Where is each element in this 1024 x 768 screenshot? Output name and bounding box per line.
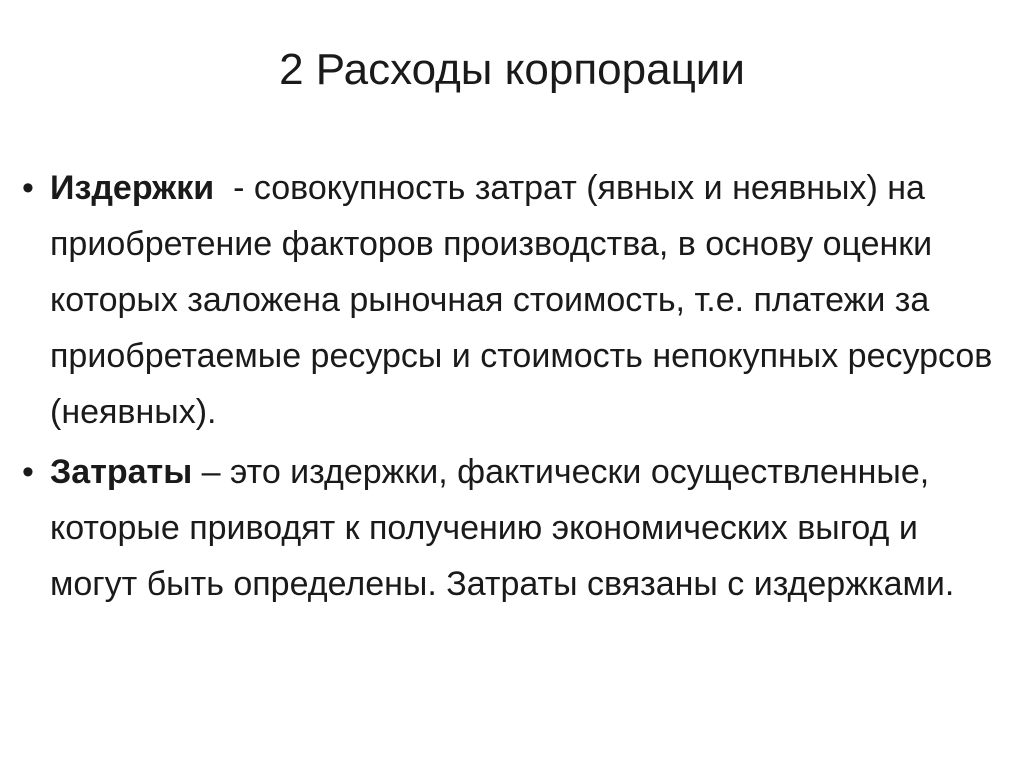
bullet-item-expenses xyxy=(14,444,1010,612)
bullet-marker: • xyxy=(22,169,34,207)
bullet-list xyxy=(14,160,1010,616)
bullet-marker: • xyxy=(22,453,34,491)
term-costs: Издержки xyxy=(50,169,215,207)
definition-costs: - совокупность затрат (явных и неявных) на приобретение факторов производства, в основу оценки которых заложена рыночная стоимость, т.е. платежи за приобретаемые ресурсы и стоимость непокупных ресурсов (неявных). xyxy=(50,169,1002,431)
term-expenses: Затраты xyxy=(50,453,193,491)
slide-title: 2 Расходы корпорации xyxy=(279,45,745,94)
bullet-item-costs xyxy=(14,160,1010,440)
definition-expenses: – это издержки, фактически осуществленные, которые приводят к получению экономических выгод и могут быть определены. Затраты связаны с издержками. xyxy=(50,453,955,603)
